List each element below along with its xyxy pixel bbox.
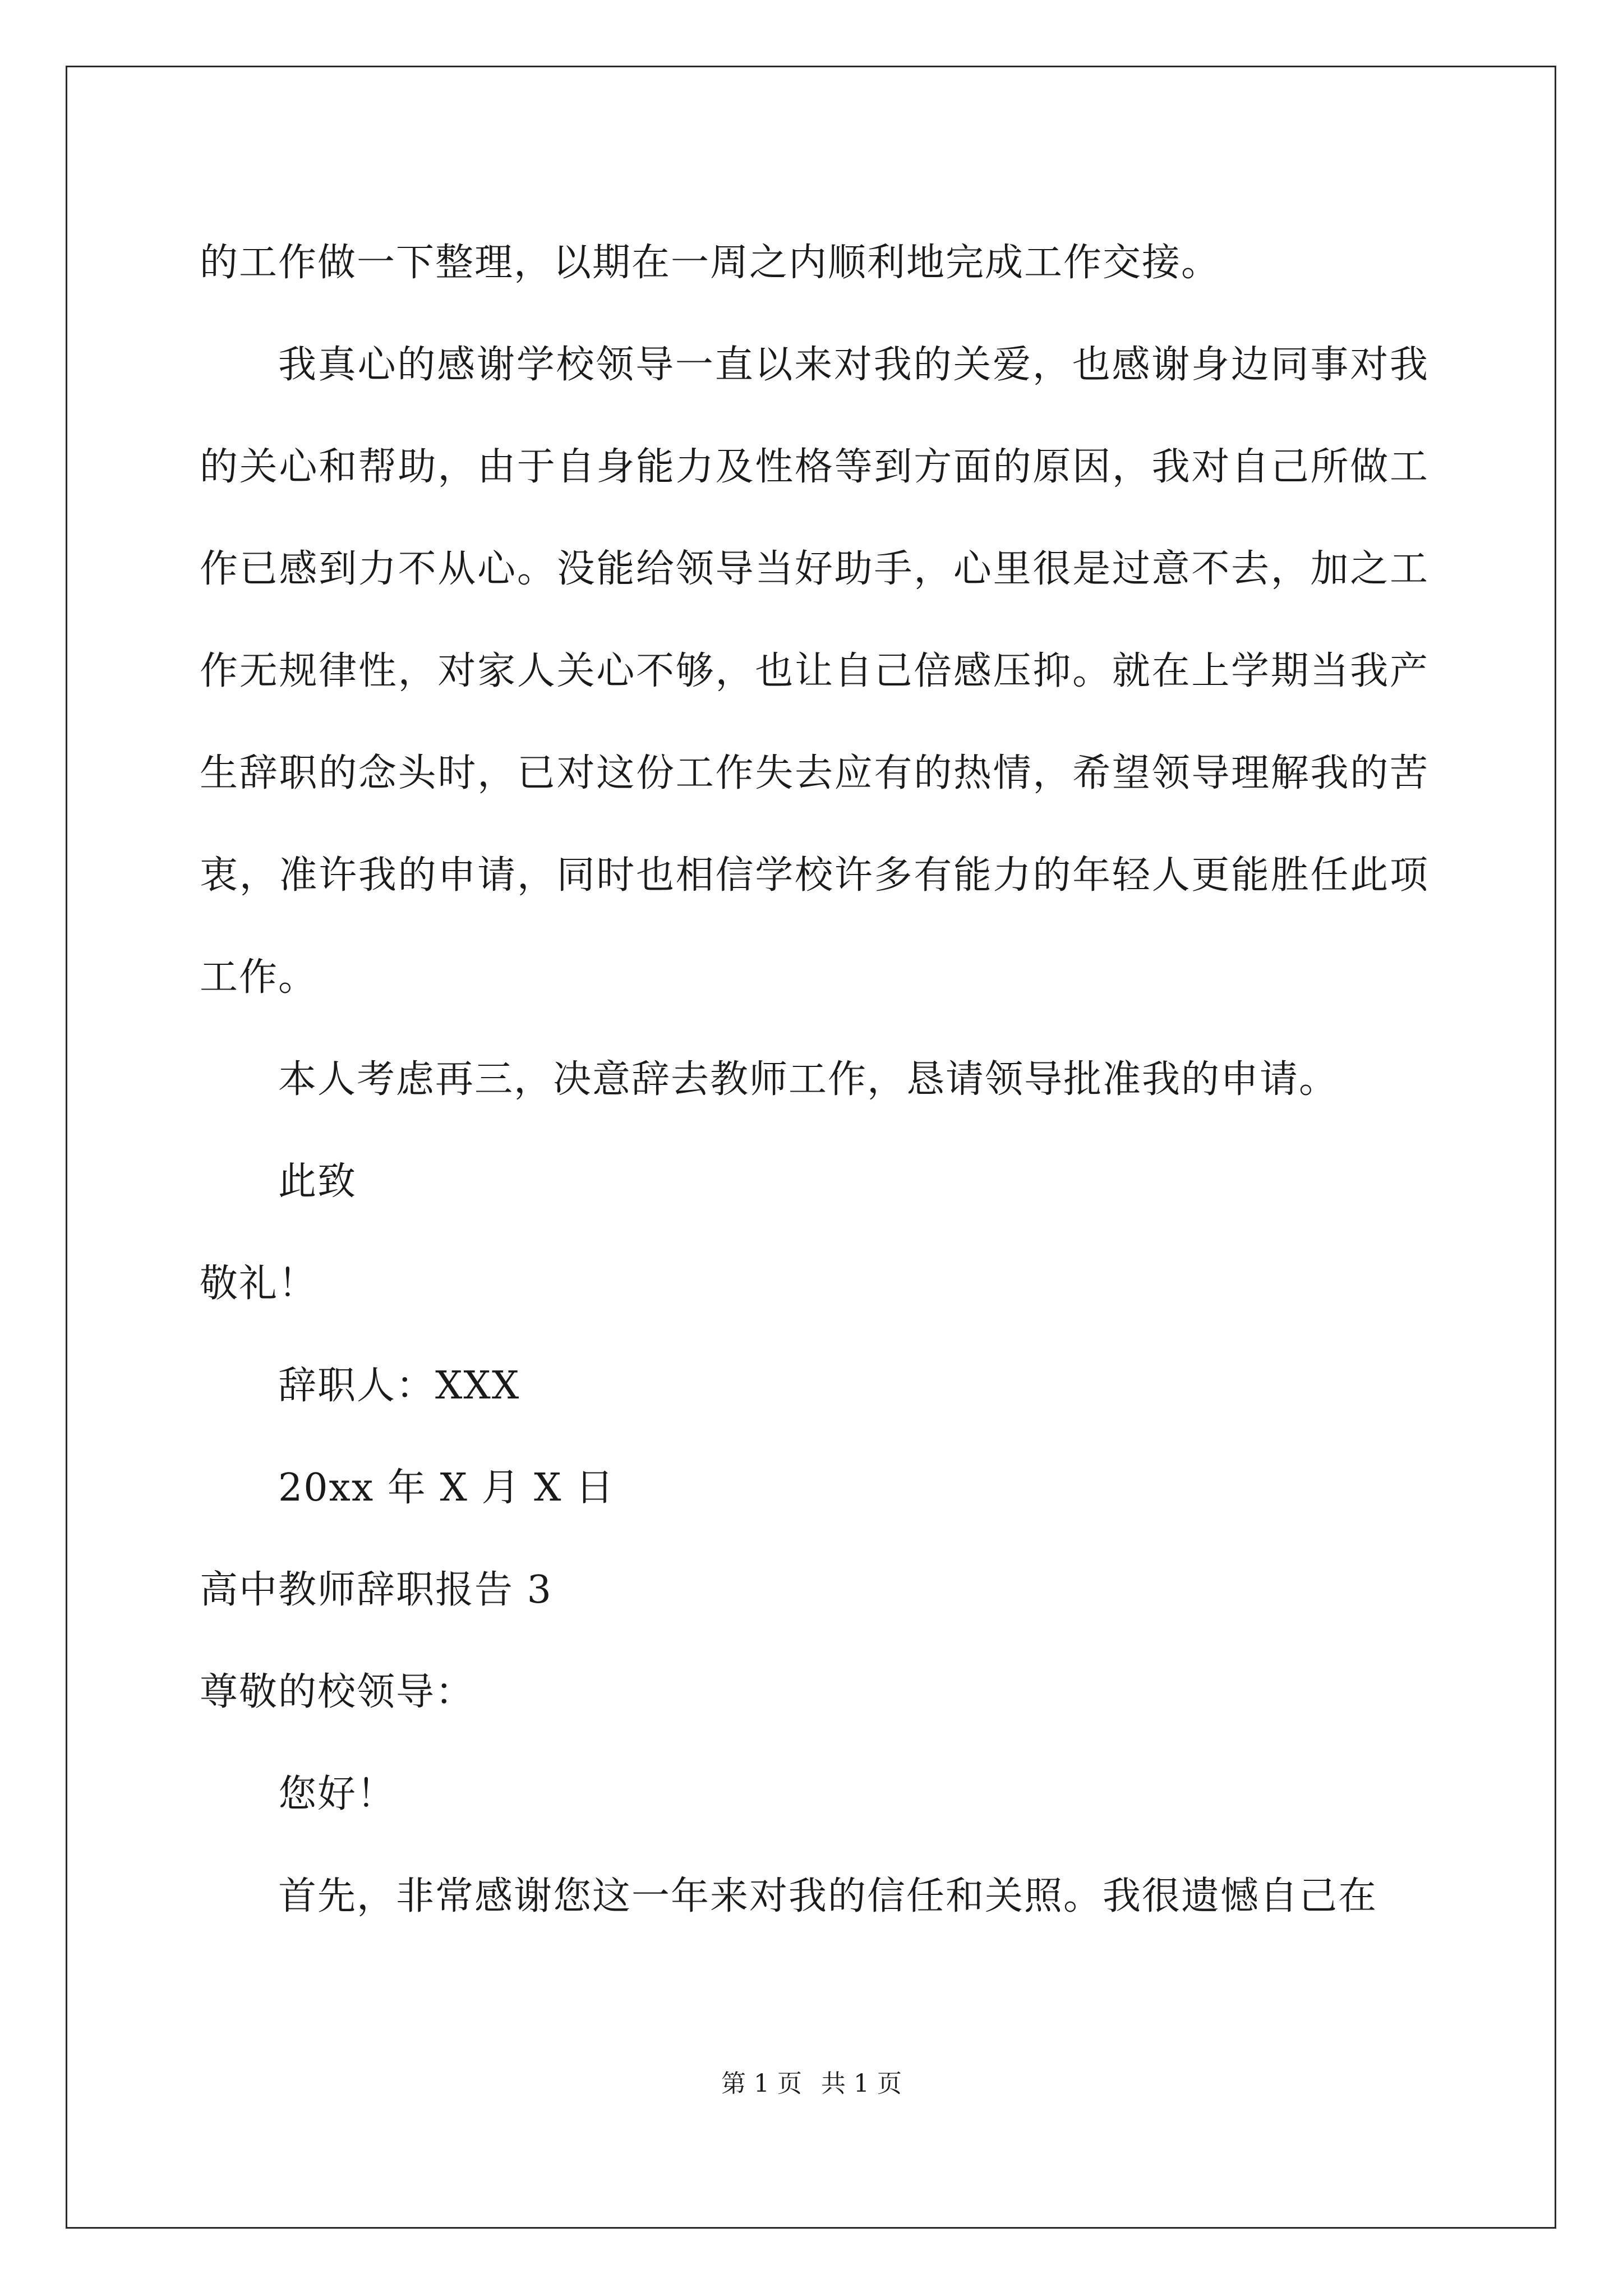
page-footer [0, 2067, 1623, 2101]
paragraph-thanks: 我真心的感谢学校领导一直以来对我的关爱，也感谢身边同事对我的关心和帮助，由于自身能力及性格等到方面的原因，我对自己所做工作已感到力不从心。没能给领导当好助手，心里很是过意不去，加之工作无规律性，对家人关心不够，也让自己倍感压抑。就在上学期当我产生辞职的念头时，已对这份工作失去应有的热情，希望领导理解我的苦衷，准许我的申请，同时也相信学校许多有能力的年轻人更能胜任此项工作。 [200, 343, 1429, 1000]
closing-regards: 敬礼！ [200, 1262, 318, 1306]
paragraph-opening: 首先，非常感谢您这一年来对我的信任和关照。我很遗憾自己在 [278, 1874, 1378, 1918]
document-body [200, 212, 1429, 1948]
signature-date: 20xx 年 X 月 X 日 [278, 1466, 615, 1510]
paragraph-continuation: 的工作做一下整理，以期在一周之内顺利地完成工作交接。 [200, 241, 1221, 285]
page-number: 第 1 页 [721, 2069, 802, 2098]
closing-salutation: 此致 [278, 1159, 357, 1204]
section-title: 高中教师辞职报告 3 [200, 1568, 552, 1612]
page-total: 共 1 页 [821, 2069, 902, 2098]
paragraph-resignation-request: 本人考虑再三，决意辞去教师工作，恳请领导批准我的申请。 [278, 1057, 1339, 1102]
signature-name: 辞职人：XXX [278, 1364, 520, 1408]
letter-addressee: 尊敬的校领导： [200, 1670, 475, 1714]
letter-greeting: 您好！ [278, 1772, 396, 1816]
